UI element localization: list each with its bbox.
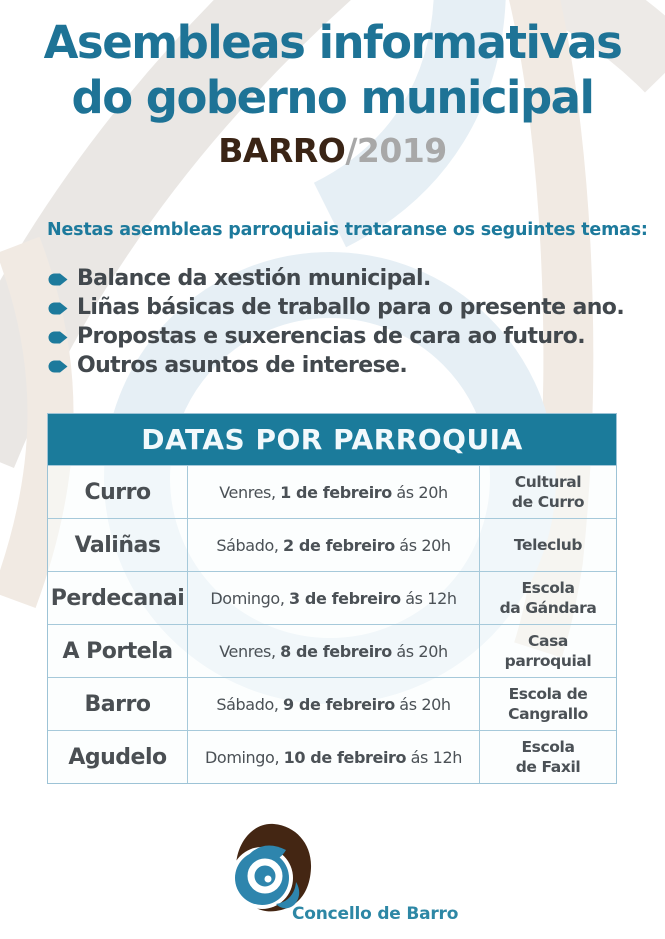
venue-cell xyxy=(480,572,616,624)
schedule-table xyxy=(47,413,617,784)
date: 10 de febreiro xyxy=(283,747,407,767)
venue-line: da Gándara xyxy=(499,599,597,617)
topic-item xyxy=(48,351,665,380)
parish-cell: Agudelo xyxy=(48,731,188,783)
date: 1 de febreiro xyxy=(280,482,392,502)
date-cell xyxy=(188,572,480,624)
venue-line: de Faxil xyxy=(515,758,581,776)
venue-cell xyxy=(480,731,616,783)
title-line-2: do goberno municipal xyxy=(71,70,594,124)
title-line-1: Asembleas informativas xyxy=(43,16,622,69)
page-title xyxy=(8,16,657,126)
date: 9 de febreiro xyxy=(283,694,395,714)
table-row xyxy=(48,518,616,571)
venue-cell xyxy=(480,678,616,730)
arrow-bullet-icon xyxy=(48,360,68,373)
table-row xyxy=(48,624,616,677)
weekday: Venres, xyxy=(219,482,276,502)
venue-line: parroquial xyxy=(504,652,592,670)
date-cell xyxy=(188,519,480,571)
venue-line: de Curro xyxy=(511,493,585,511)
intro-text: Nestas asembleas parroquiais trataranse os seguintes temas: xyxy=(47,219,648,240)
time: ás 20h xyxy=(396,482,448,502)
date: 8 de febreiro xyxy=(280,641,392,661)
time: ás 20h xyxy=(399,694,451,714)
venue-line: Escola xyxy=(521,737,575,756)
weekday: Sábado, xyxy=(216,535,279,555)
venue-line: Cultural xyxy=(514,472,582,491)
topic-label: Outros asuntos de interese. xyxy=(77,352,408,378)
date: 3 de febreiro xyxy=(289,588,401,608)
time: ás 20h xyxy=(399,535,451,555)
topic-label: Liñas básicas de traballo para o presente ano. xyxy=(77,294,625,320)
time: ás 20h xyxy=(396,641,448,661)
arrow-bullet-icon xyxy=(48,331,68,344)
weekday: Sábado, xyxy=(216,694,279,714)
table-row xyxy=(48,730,616,783)
parish-cell: Barro xyxy=(48,678,188,730)
table-row xyxy=(48,465,616,518)
venue-line: Cangrallo xyxy=(508,705,588,723)
date-cell xyxy=(188,625,480,677)
venue-line: Escola de xyxy=(508,684,588,703)
venue-line: Escola xyxy=(521,578,575,597)
topic-item xyxy=(48,264,665,293)
venue-cell xyxy=(480,625,616,677)
topic-item xyxy=(48,293,665,322)
subtitle-year: 2019 xyxy=(356,130,447,170)
weekday: Domingo, xyxy=(210,588,285,608)
footer-org-name: Concello de Barro xyxy=(292,904,459,924)
venue-line: Casa xyxy=(528,631,568,650)
subtitle-barro: BARRO xyxy=(218,130,346,170)
topic-item xyxy=(48,322,665,351)
arrow-bullet-icon xyxy=(48,302,68,315)
table-header: DATAS POR PARROQUIA xyxy=(48,414,616,465)
subtitle xyxy=(0,131,665,170)
table-body xyxy=(48,465,616,783)
parish-cell: Valiñas xyxy=(48,519,188,571)
date-cell xyxy=(188,466,480,518)
time: ás 12h xyxy=(405,588,457,608)
date-cell xyxy=(188,731,480,783)
topic-label: Balance da xestión municipal. xyxy=(77,265,431,291)
venue-cell xyxy=(480,466,616,518)
table-row xyxy=(48,677,616,730)
topics-list xyxy=(48,264,665,380)
weekday: Venres, xyxy=(219,641,276,661)
venue-cell xyxy=(480,519,616,571)
parish-cell: Perdecanai xyxy=(48,572,188,624)
date-cell xyxy=(188,678,480,730)
parish-cell: Curro xyxy=(48,466,188,518)
parish-cell: A Portela xyxy=(48,625,188,677)
date: 2 de febreiro xyxy=(283,535,395,555)
table-row xyxy=(48,571,616,624)
subtitle-slash: / xyxy=(345,130,357,170)
venue-line: Teleclub xyxy=(513,535,583,554)
time: ás 12h xyxy=(410,747,462,767)
topic-label: Propostas e suxerencias de cara ao futuro. xyxy=(77,323,585,349)
weekday: Domingo, xyxy=(205,747,280,767)
arrow-bullet-icon xyxy=(48,273,68,286)
